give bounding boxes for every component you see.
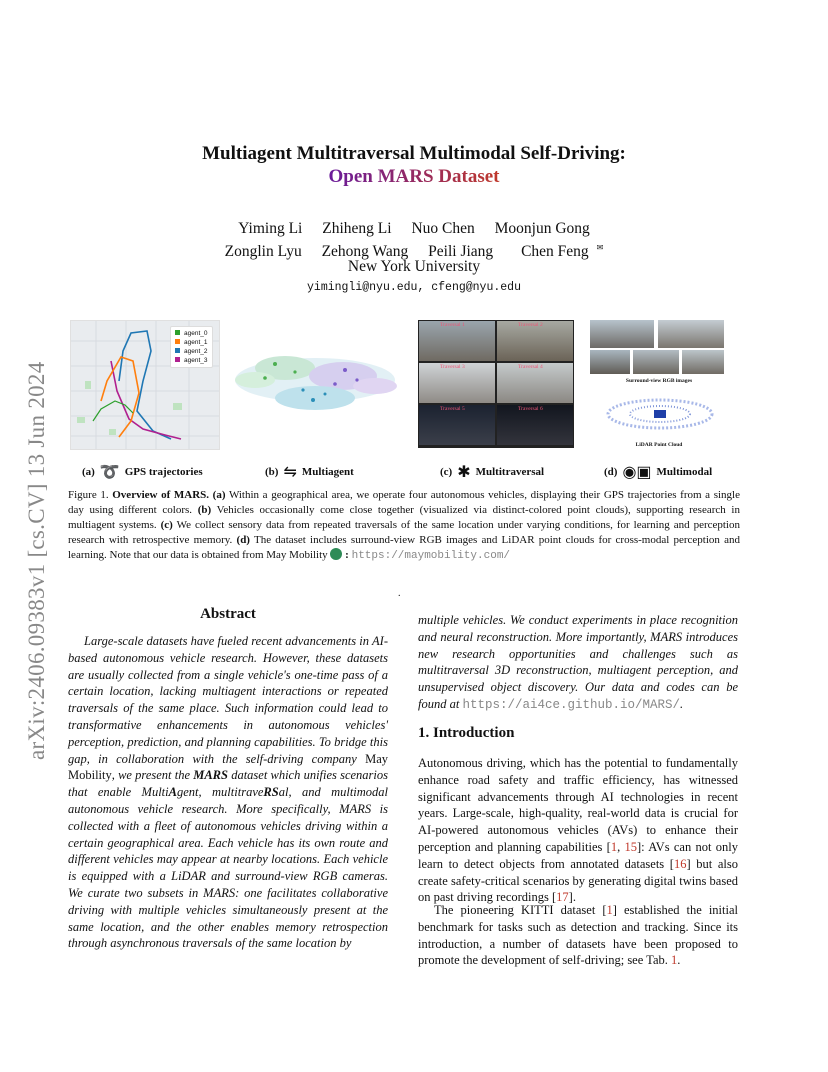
route-icon: ➰	[99, 464, 120, 481]
lidar-point-cloud-graphic	[602, 390, 718, 436]
author-name: Yiming Li	[238, 220, 303, 237]
traversal-label: Traversal 3	[440, 364, 465, 370]
intro-paragraph-1: Autonomous driving, which has the potential to fundamentally enhance road safety and traffic efficiency, has witnessed significant advancements through AI technologies in recent years. Large-scale, high-quality, real-world data is crucial for AI-powered autonomous vehicles (AVs) to enhance their perception and planning capabilities [1, 15]: AVs can not only learn to detect objects from annotated datasets [16] but also create safety-critical scenarios by generating digital twins based on past driving recordings [17].	[418, 756, 739, 905]
subcaption-c: (c) ✱ Multitraversal	[440, 464, 545, 481]
citation-link[interactable]: 1	[610, 839, 618, 854]
legend-item: agent_1	[175, 338, 208, 347]
author-name: Zehong Wang	[321, 243, 409, 261]
camera-image	[590, 350, 630, 374]
lidar-label: LiDAR Point Cloud	[635, 442, 683, 448]
abstract-paragraph: Large-scale datasets have fueled recent advancements in AI-based autonomous vehicle research. However, these datasets are usually collected from a single vehicle's one-time pass of a certain location, lacking multiagent interactions or repeated traversals of the same place. Such information could lead to transformative enhancements in autonomous vehicles' perception, prediction, and planning capabilities. To bridge this gap, in collaboration with the self-driving company May Mobility, we present the MARS dataset which unifies scenarios that enable MultiAgent, multitraveRSal, and multimodal autonomous vehicle research. More specifically, MARS is collected with a fleet of autonomous vehicles driving within a certain geographical area. Each vehicle has its own route and different vehicles may appear at nearby locations. Each vehicle is equipped with a LiDAR and surround-view RGB cameras. We curate two subsets in MARS: one facilitates collaborative driving with multiple vehicles simultaneously present at the same location, and the other enables memory retrospection through asynchronous traversals of the same location by	[68, 634, 389, 951]
legend-item: agent_3	[175, 356, 208, 365]
legend-item: agent_2	[175, 347, 208, 356]
paper-title-subtitle: Open MARS Dataset	[328, 166, 500, 187]
author-name: Peili Jiang	[428, 243, 494, 261]
author-name: Moonjun Gong	[494, 220, 590, 237]
paper-title-line2	[0, 166, 828, 188]
maymobility-link[interactable]: https://maymobility.com/	[351, 550, 511, 562]
abstract-heading: Abstract	[200, 606, 256, 622]
legend-item: agent_0	[175, 329, 208, 338]
legend-swatch	[175, 348, 180, 353]
citation-link[interactable]: 16	[673, 856, 687, 871]
camera-image	[682, 350, 724, 374]
subcaption-b: (b) ⇋ Multiagent	[265, 464, 354, 481]
paper-title-line1: Multiagent Multitraversal Multimodal Self-Driving:	[202, 143, 626, 164]
table-link[interactable]: 1	[671, 953, 678, 968]
affiliation: New York University	[347, 258, 481, 275]
intro-paragraph-2: The pioneering KITTI dataset [1] established the initial benchmark for tasks such as detection and tracking. Since its introduction, a number of datasets have been proposed to promote the development of self-driving; see Tab. 1.	[418, 903, 738, 968]
author-name: Nuo Chen	[411, 220, 475, 237]
subcaption-a: (a) ➰ GPS trajectories	[82, 464, 203, 481]
camera-image	[633, 350, 679, 374]
point-cloud-graphic	[225, 320, 405, 448]
introduction-heading: 1. Introduction	[418, 725, 515, 741]
author-emails: yimingli@nyu.edu, cfeng@nyu.edu	[307, 281, 521, 294]
traversal-label: Traversal 1	[440, 322, 465, 328]
sensor-camera-icon: ◉▣	[622, 464, 652, 481]
stray-dot: .	[398, 588, 401, 599]
gps-trajectory-map	[70, 320, 220, 450]
surround-view-label: Surround-view RGB images	[625, 378, 693, 384]
legend-swatch	[175, 357, 180, 362]
author-name: Chen Feng ✉	[521, 243, 604, 261]
multiagent-point-cloud	[225, 320, 405, 448]
may-mobility-logo-icon	[330, 548, 342, 560]
citation-link[interactable]: 15	[624, 839, 638, 854]
author-name: Zhiheng Li	[322, 220, 392, 237]
citation-link[interactable]: 1	[606, 903, 613, 917]
multitraversal-icon: ✱	[457, 464, 471, 481]
author-name: Zonglin Lyu	[224, 243, 302, 261]
subcaption-d: (d) ◉▣ Multimodal	[604, 464, 713, 481]
multitraversal-grid	[418, 320, 574, 448]
traversal-label: Traversal 4	[518, 364, 543, 370]
traversal-label: Traversal 5	[440, 406, 465, 412]
multiagent-icon: ⇋	[283, 464, 297, 481]
envelope-icon: ✉	[596, 243, 604, 252]
legend-swatch	[175, 330, 180, 335]
traversal-label: Traversal 2	[518, 322, 543, 328]
project-link[interactable]: https://ai4ce.github.io/MARS/	[462, 697, 680, 712]
multimodal-panel	[588, 320, 730, 448]
authors-row-1	[0, 219, 828, 238]
trajectory-legend	[170, 326, 213, 368]
camera-image	[658, 320, 724, 348]
arxiv-stamp: arXiv:2406.09383v1 [cs.CV] 13 Jun 2024	[24, 361, 49, 760]
traversal-label: Traversal 6	[518, 406, 543, 412]
camera-image	[590, 320, 654, 348]
abstract-paragraph-continued: multiple vehicles. We conduct experiments in place recognition and neural reconstruction. More importantly, MARS introduces new research opportunities and challenges such as multitraversal 3D reconstruction, multiagent perception, and unsupervised object discovery. Our data and codes can be found at https://ai4ce.github.io/MARS/.	[418, 613, 738, 712]
citation-link[interactable]: 17	[556, 890, 569, 905]
figure-caption: Figure 1. Overview of MARS. (a) Within a geographical area, we operate four autonomous vehicles, displaying their GPS trajectories from a single day using different colors. (b) Vehicles occasionally come close together (visualized via distinct-colored point clouds), supporting research in multiagent systems. (c) We collect sensory data from repeated traversals of the same location under varying conditions, for learning and perception research with retrospective memory. (d) The dataset includes surround-view RGB images and LiDAR point clouds for cross-modal perception and learning. Note that our data is obtained from May Mobility : https://maymobility.com/	[68, 489, 740, 562]
legend-swatch	[175, 339, 180, 344]
